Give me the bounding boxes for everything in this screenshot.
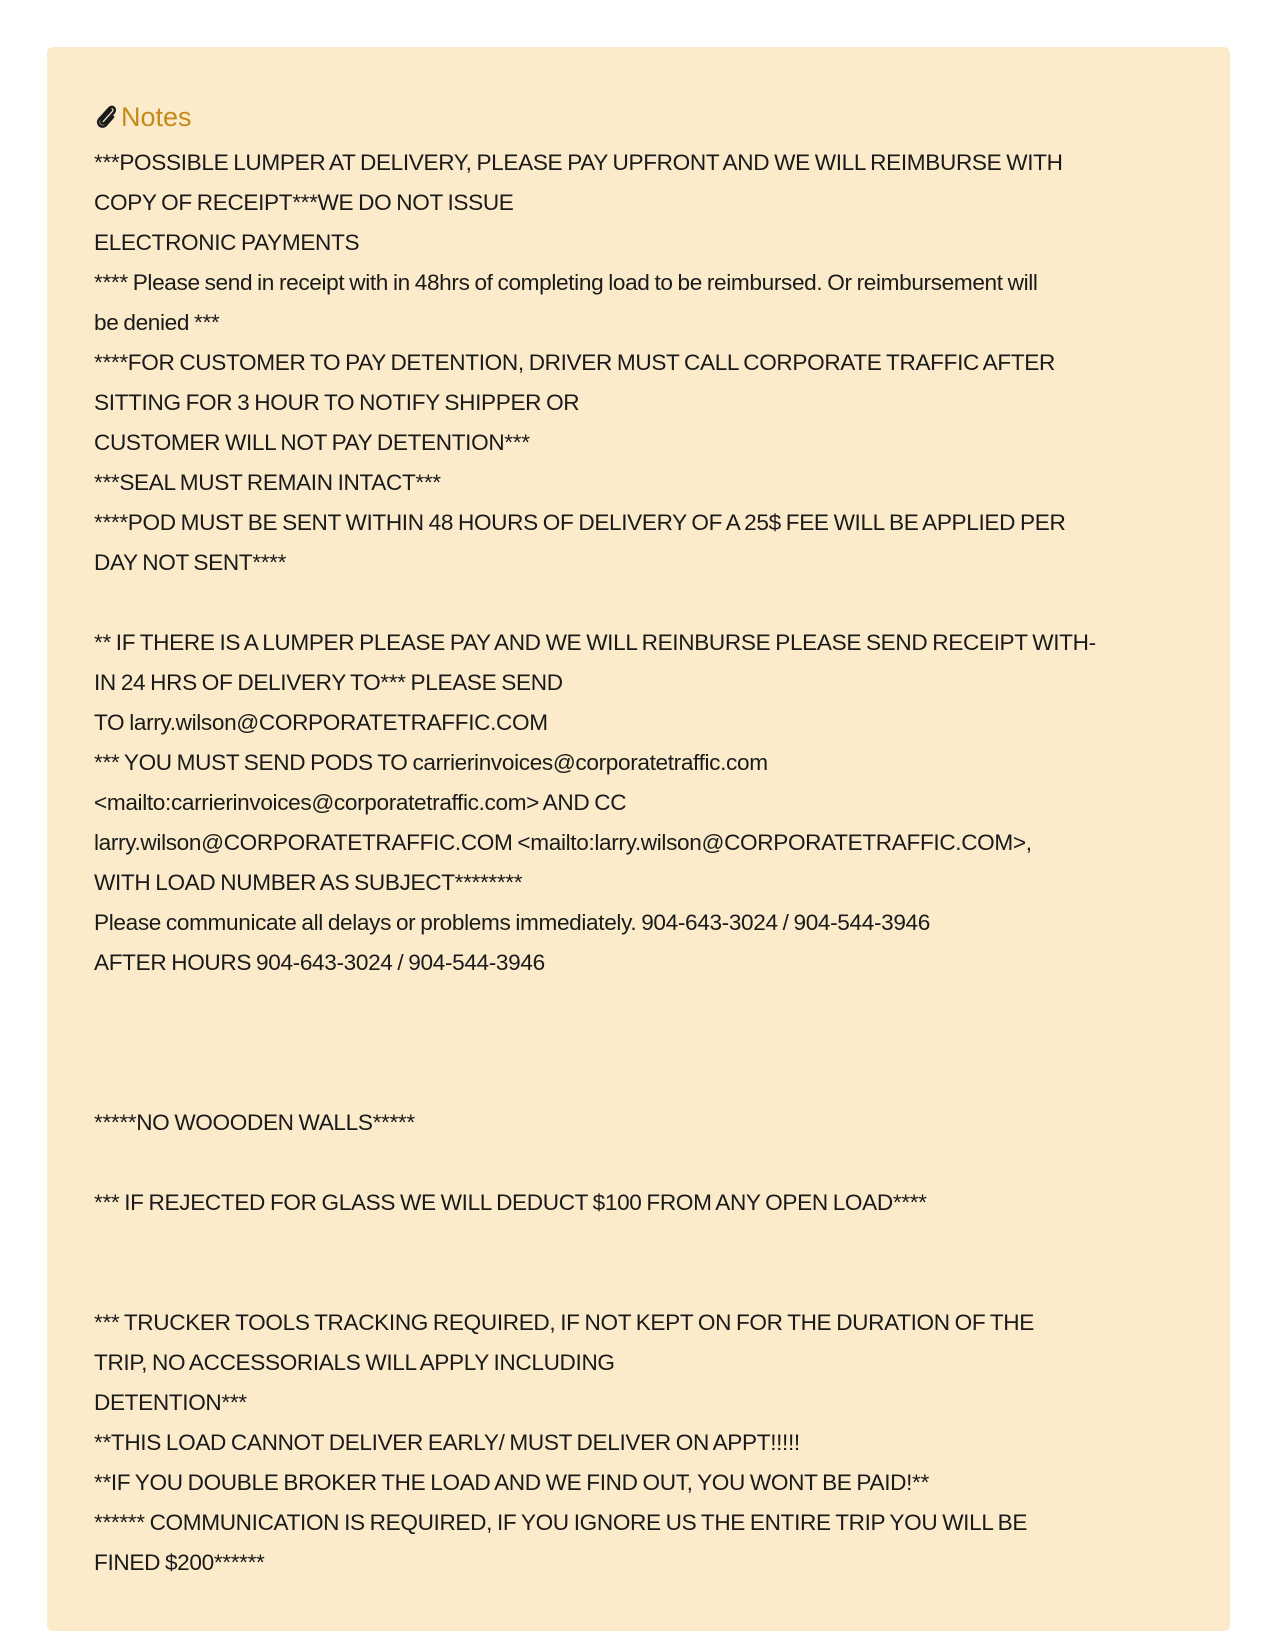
note-line: *** YOU MUST SEND PODS TO carrierinvoices@corporatetraffic.com	[94, 750, 768, 775]
note-line: **** Please send in receipt with in 48hrs of completing load to be reimbursed. Or reimbursement will	[94, 270, 1038, 295]
notes-title: Notes	[121, 101, 192, 132]
note-line: ****POD MUST BE SENT WITHIN 48 HOURS OF DELIVERY OF A 25$ FEE WILL BE APPLIED PER	[94, 510, 1066, 535]
note-line: *** IF REJECTED FOR GLASS WE WILL DEDUCT $100 FROM ANY OPEN LOAD****	[94, 1190, 927, 1215]
note-line: Please communicate all delays or problems immediately. 904-643-3024 / 904-544-3946	[94, 910, 930, 935]
note-line: larry.wilson@CORPORATETRAFFIC.COM <mailto:larry.wilson@CORPORATETRAFFIC.COM>,	[94, 830, 1032, 855]
note-line: <mailto:carrierinvoices@corporatetraffic.com> AND CC	[94, 790, 627, 815]
blank-line	[94, 583, 1182, 623]
note-line: **THIS LOAD CANNOT DELIVER EARLY/ MUST DELIVER ON APPT!!!!!	[94, 1430, 800, 1455]
note-line: AFTER HOURS 904-643-3024 / 904-544-3946	[94, 950, 545, 975]
note-line: TO larry.wilson@CORPORATETRAFFIC.COM	[94, 710, 548, 735]
note-line: IN 24 HRS OF DELIVERY TO*** PLEASE SEND	[94, 670, 563, 695]
note-line: *** TRUCKER TOOLS TRACKING REQUIRED, IF NOT KEPT ON FOR THE DURATION OF THE	[94, 1310, 1034, 1335]
blank-line	[94, 1143, 1182, 1183]
note-line: ***SEAL MUST REMAIN INTACT***	[94, 470, 441, 495]
blank-line	[94, 1263, 1182, 1303]
blank-line	[94, 1063, 1182, 1103]
note-line: COPY OF RECEIPT***WE DO NOT ISSUE	[94, 190, 514, 215]
note-line: ELECTRONIC PAYMENTS	[94, 230, 360, 255]
note-line: **IF YOU DOUBLE BROKER THE LOAD AND WE FIND OUT, YOU WONT BE PAID!**	[94, 1470, 929, 1495]
notes-panel	[47, 47, 1230, 1631]
note-line: TRIP, NO ACCESSORIALS WILL APPLY INCLUDING	[94, 1350, 615, 1375]
note-line: DETENTION***	[94, 1390, 247, 1415]
note-line: ****FOR CUSTOMER TO PAY DETENTION, DRIVER MUST CALL CORPORATE TRAFFIC AFTER	[94, 350, 1055, 375]
note-line: FINED $200******	[94, 1550, 265, 1575]
notes-header	[94, 97, 1182, 137]
blank-line	[94, 1023, 1182, 1063]
note-line: ** IF THERE IS A LUMPER PLEASE PAY AND WE WILL REINBURSE PLEASE SEND RECEIPT WITH-	[94, 630, 1096, 655]
note-line: SITTING FOR 3 HOUR TO NOTIFY SHIPPER OR	[94, 390, 580, 415]
note-line: *****NO WOOODEN WALLS*****	[94, 1110, 415, 1135]
note-line: be denied ***	[94, 310, 220, 335]
paperclip-icon	[94, 103, 118, 131]
note-line: CUSTOMER WILL NOT PAY DETENTION***	[94, 430, 530, 455]
notes-body	[94, 143, 1182, 1583]
blank-line	[94, 1223, 1182, 1263]
note-line: ****** COMMUNICATION IS REQUIRED, IF YOU IGNORE US THE ENTIRE TRIP YOU WILL BE	[94, 1510, 1028, 1535]
note-line: ***POSSIBLE LUMPER AT DELIVERY, PLEASE PAY UPFRONT AND WE WILL REIMBURSE WITH	[94, 150, 1063, 175]
note-line: DAY NOT SENT****	[94, 550, 287, 575]
note-line: WITH LOAD NUMBER AS SUBJECT********	[94, 870, 523, 895]
blank-line	[94, 983, 1182, 1023]
